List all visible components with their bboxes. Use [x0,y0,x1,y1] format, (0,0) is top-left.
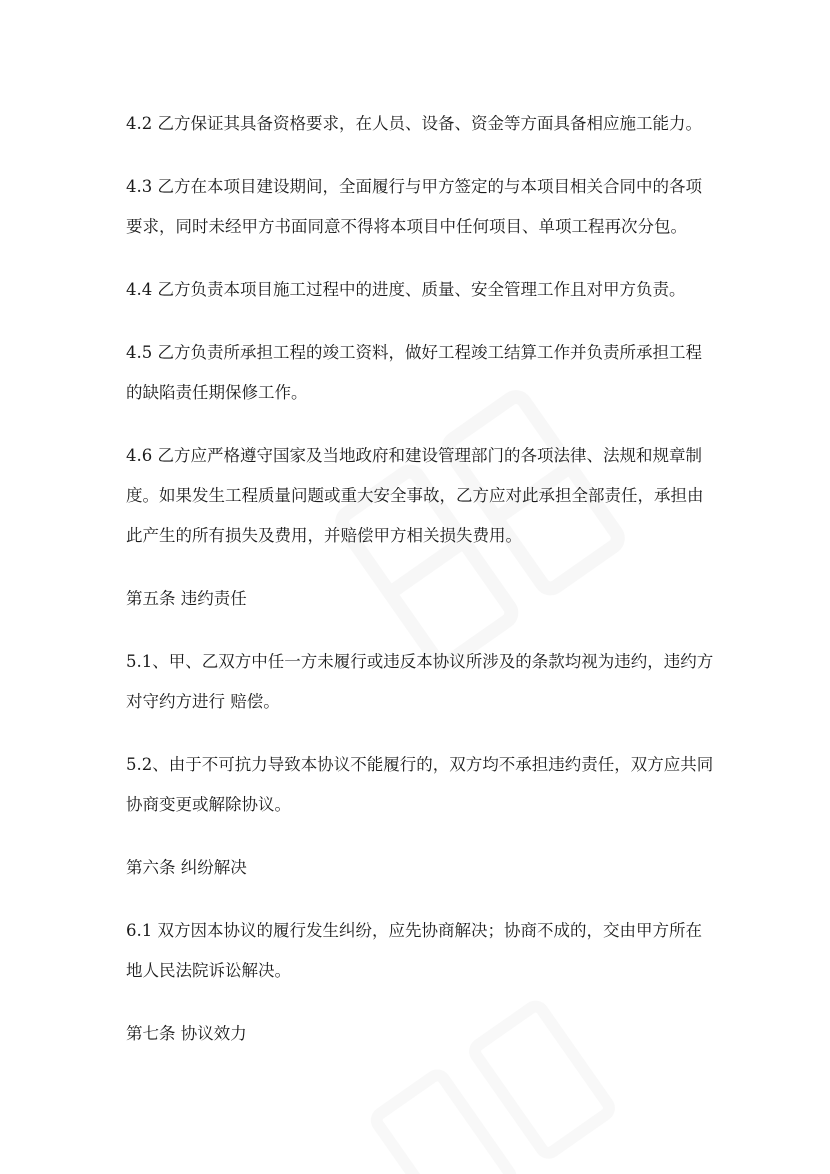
clause-5-2: 5.2、由于不可抗力导致本协议不能履行的，双方均不承担违约责任，双方应共同协商变更或解除协议。 [126,755,714,814]
document-body [126,104,716,1077]
article-5-heading: 第五条 违约责任 [126,589,247,608]
clause-4-2: 4.2 乙方保证其具备资格要求，在人员、设备、资金等方面具备相应施工能力。 [126,114,702,133]
clause-4-4: 4.4 乙方负责本项目施工过程中的进度、质量、安全管理工作且对甲方负责。 [126,280,686,299]
clause-4-6: 4.6 乙方应严格遵守国家及当地政府和建设管理部门的各项法律、法规和规章制度。如果发生工程质量问题或重大安全事故，乙方应对此承担全部责任，承担由此产生的所有损失及费用，并赔偿甲方相关损失费用。 [126,446,704,545]
clause-4-3: 4.3 乙方在本项目建设期间，全面履行与甲方签定的与本项目相关合同中的各项要求，同时未经甲方书面同意不得将本项目中任何项目、单项工程再次分包。 [126,177,702,236]
clause-6-1: 6.1 双方因本协议的履行发生纠纷，应先协商解决；协商不成的，交由甲方所在地人民法院诉讼解决。 [126,921,702,980]
article-6-heading: 第六条 纠纷解决 [126,858,247,877]
clause-5-1: 5.1、甲、乙双方中任一方未履行或违反本协议所涉及的条款均视为违约，违约方对守约方进行 赔偿。 [126,652,714,711]
clause-4-5: 4.5 乙方负责所承担工程的竣工资料，做好工程竣工结算工作并负责所承担工程的缺陷责任期保修工作。 [126,343,702,402]
article-7-heading: 第七条 协议效力 [126,1024,247,1043]
